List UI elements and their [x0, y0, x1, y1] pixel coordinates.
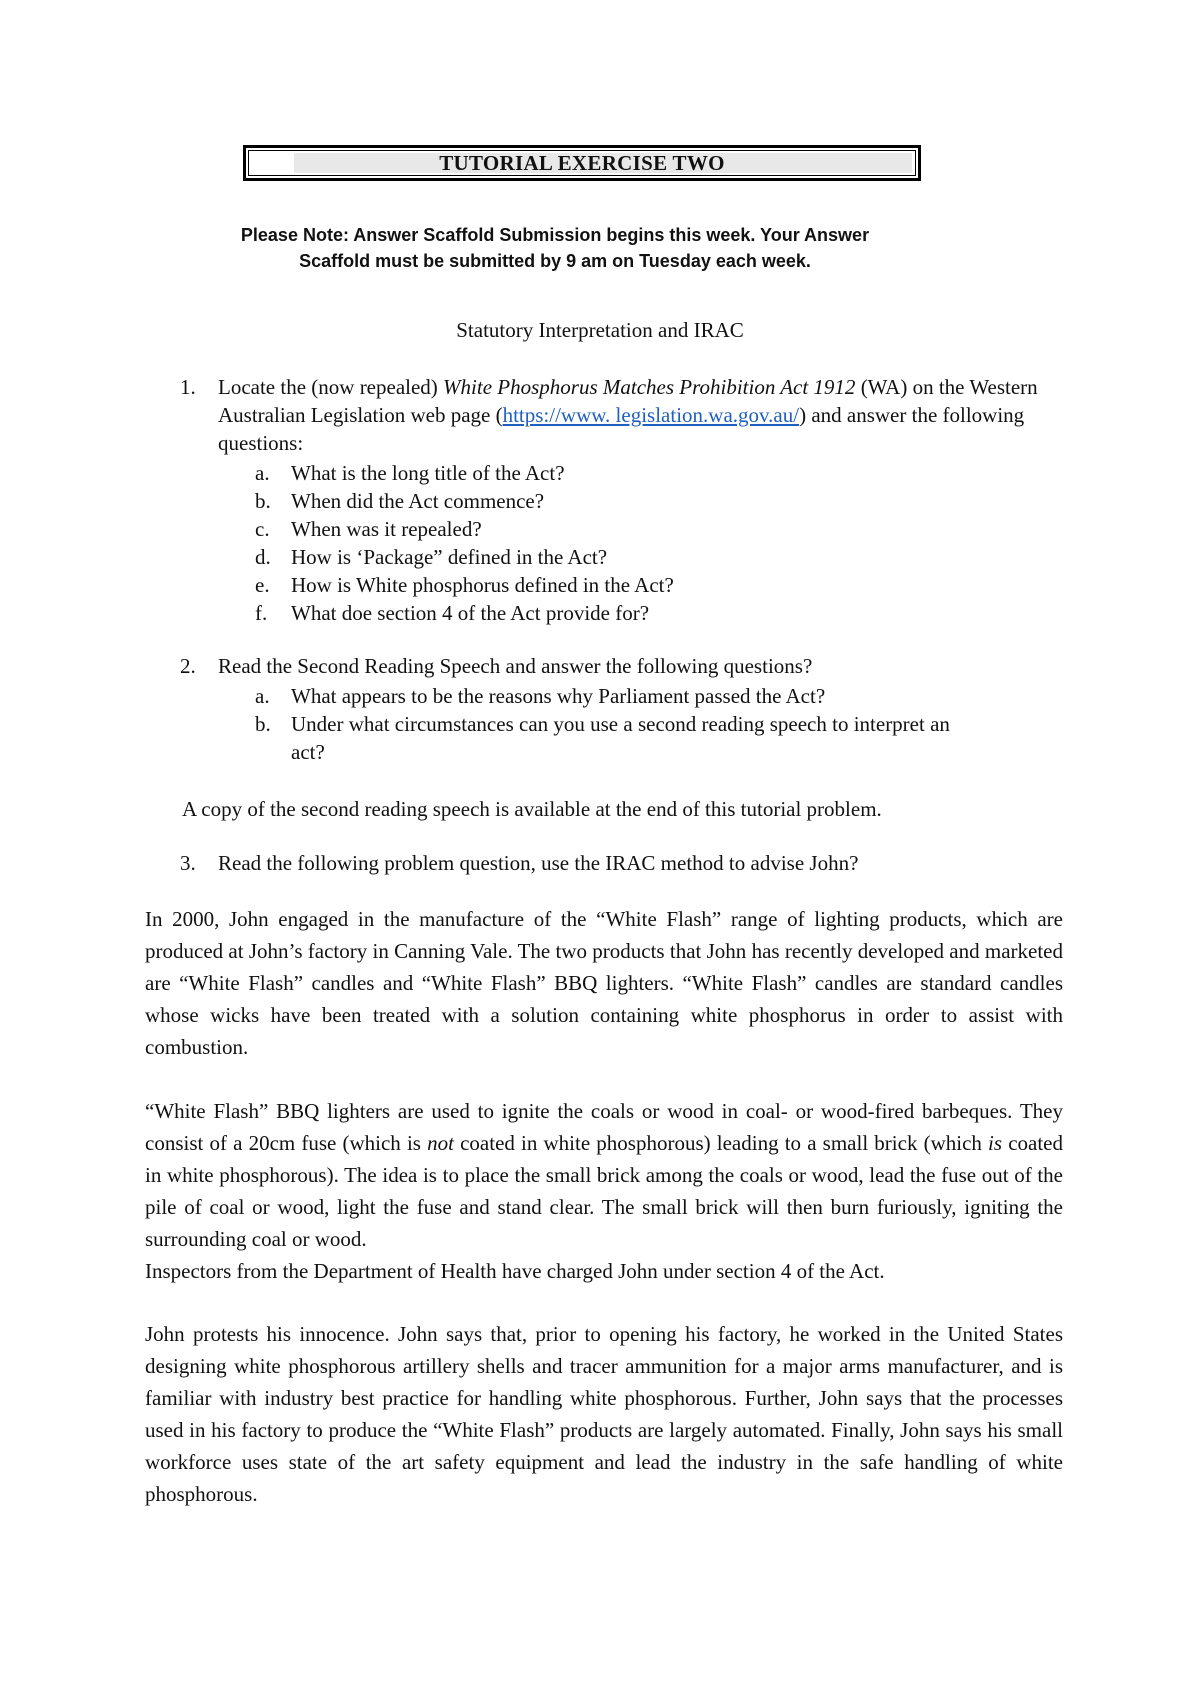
- question-number: 3.: [180, 851, 196, 875]
- text-run: “White Flash” BBQ lighters are used to ignite the coals or wood in coal- or wood-fired barbeques. They consist of a 20cm fuse (which is: [145, 1099, 1063, 1155]
- sub-question-text: How is White phosphorus defined in the Act?: [291, 573, 674, 597]
- sub-question-letter: c.: [255, 517, 270, 541]
- text-run: coated in white phosphorous). The idea is to place the small brick among the coals or wood, lead the fuse out of the pile of coal or wood, light the fuse and stand clear. The small brick will then burn furiously, igniting the surrounding coal or wood.: [145, 1131, 1063, 1251]
- problem-paragraph-3: [145, 1318, 1063, 1510]
- note-line-2: Scaffold must be submitted by 9 am on Tuesday each week.: [299, 251, 811, 271]
- sub-question-text: When was it repealed?: [291, 517, 482, 541]
- note-line-1: Please Note: Answer Scaffold Submission begins this week. Your Answer: [240, 225, 870, 245]
- sub-question-letter: f.: [255, 601, 268, 625]
- question-3: [180, 849, 1060, 877]
- sub-question-text: What appears to be the reasons why Parliament passed the Act?: [291, 684, 826, 708]
- paragraph-text: John protests his innocence. John says that, prior to opening his factory, he worked in the United States designing white phosphorous artillery shells and tracer ammunition for a major arms manufacturer, and is familiar with industry best practice for handling white phosphorous. Further, John says that the processes used in his factory to produce the “White Flash” products are largely automated. Finally, John says his small workforce uses state of the art safety equipment and lead the industry in the safe handling of white phosphorous.: [145, 1322, 1063, 1506]
- sub-question-list: [218, 459, 1060, 627]
- section-subtitle: Statutory Interpretation and IRAC: [456, 318, 744, 342]
- question-2: [180, 652, 1060, 766]
- question-number: 2.: [180, 654, 196, 678]
- problem-paragraph-2: [145, 1095, 1063, 1287]
- sub-question: [218, 682, 1060, 710]
- paragraph-text: Inspectors from the Department of Health have charged John under section 4 of the Act.: [145, 1259, 885, 1283]
- question-text: Read the Second Reading Speech and answer the following questions?: [218, 654, 813, 678]
- sub-question: [218, 710, 1060, 766]
- sub-question: [218, 599, 1060, 627]
- sub-question-text: What is the long title of the Act?: [291, 461, 565, 485]
- sub-question: [218, 571, 1060, 599]
- submission-note: [170, 222, 940, 274]
- sub-question-letter: a.: [255, 684, 270, 708]
- title-box: [243, 145, 921, 181]
- question-text: ) and answer the following questions:: [218, 403, 1025, 455]
- sub-question-text: Under what circumstances can you use a second reading speech to interpret an act?: [291, 712, 950, 764]
- sub-question: [218, 543, 1060, 571]
- sub-question: [218, 459, 1060, 487]
- question-text: Locate the (now repealed): [218, 375, 444, 399]
- act-name: White Phosphorus Matches Prohibition Act 1912: [443, 375, 856, 399]
- sub-question: [218, 487, 1060, 515]
- sub-question-letter: d.: [255, 545, 271, 569]
- sub-question-text: How is ‘Package” defined in the Act?: [291, 545, 608, 569]
- sub-question-text: When did the Act commence?: [291, 489, 545, 513]
- sub-question-letter: a.: [255, 461, 270, 485]
- sub-question-list: [218, 682, 1060, 766]
- sub-question-text: What doe section 4 of the Act provide for?: [291, 601, 650, 625]
- speech-copy-note: A copy of the second reading speech is available at the end of this tutorial problem.: [182, 797, 882, 821]
- problem-paragraph-1: [145, 903, 1063, 1063]
- sub-question: [218, 515, 1060, 543]
- text-run: coated in white phosphorous) leading to a small brick (which: [453, 1131, 989, 1155]
- paragraph-text: [145, 1095, 1063, 1255]
- question-1: [180, 373, 1060, 627]
- paragraph-text: In 2000, John engaged in the manufacture of the “White Flash” range of lighting products, which are produced at John’s factory in Canning Vale. The two products that John has recently developed and marketed are “White Flash” candles and “White Flash” BBQ lighters. “White Flash” candles are standard candles whose wicks have been treated with a solution containing white phosphorus in order to assist with combustion.: [145, 907, 1063, 1059]
- page-title: TUTORIAL EXERCISE TWO: [439, 150, 725, 175]
- question-number: 1.: [180, 375, 196, 399]
- sub-question-letter: b.: [255, 712, 271, 736]
- legislation-link[interactable]: https://www. legislation.wa.gov.au/: [502, 403, 800, 427]
- sub-question-letter: e.: [255, 573, 270, 597]
- question-text: Read the following problem question, use the IRAC method to advise John?: [218, 851, 859, 875]
- sub-question-letter: b.: [255, 489, 271, 513]
- emphasis: not: [427, 1131, 454, 1155]
- emphasis: is: [988, 1131, 1003, 1155]
- question-text: (WA) on the Western Australian Legislation web page (: [218, 375, 1038, 427]
